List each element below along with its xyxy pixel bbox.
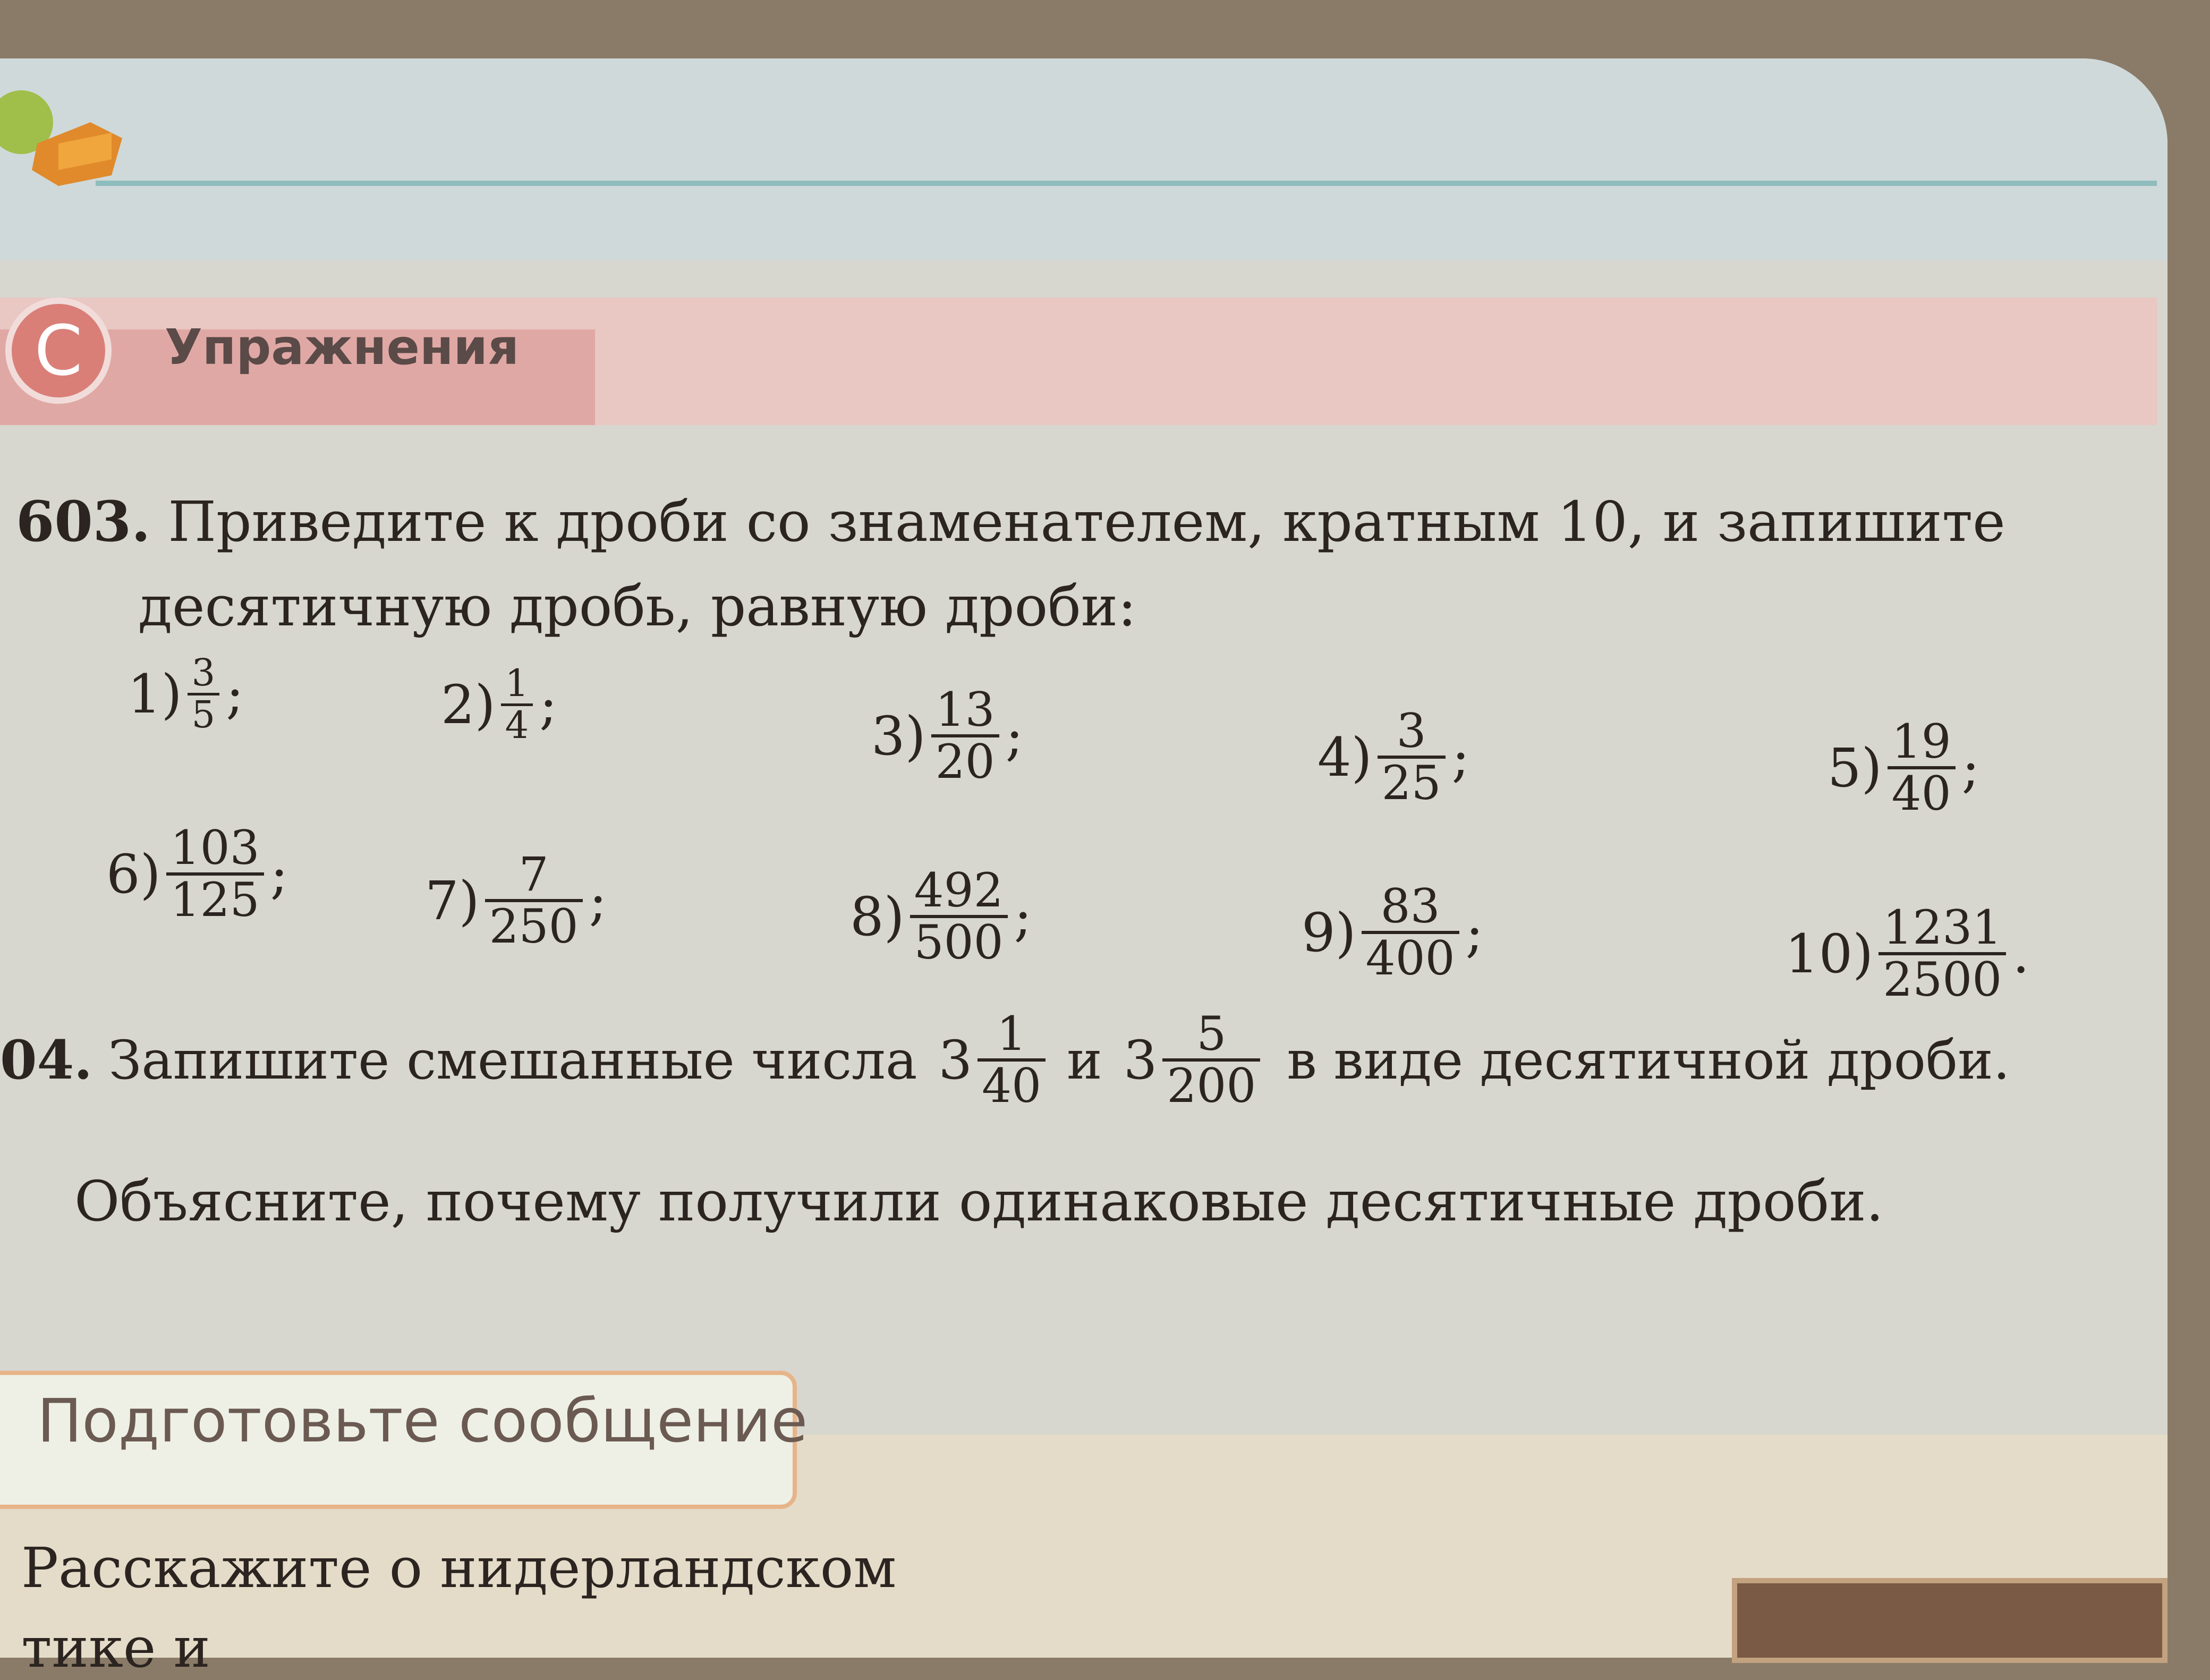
fraction-denominator: 40 [978, 1058, 1046, 1110]
fraction-denominator: 400 [1362, 931, 1459, 983]
bottom-text-line2: тике и [21, 1615, 210, 1680]
fraction-numerator: 3 [191, 651, 216, 694]
fraction-denominator: 40 [1888, 766, 1956, 818]
fraction [1162, 1006, 1260, 1114]
fraction-denominator: 4 [501, 703, 533, 745]
exercise-item [128, 651, 244, 736]
fraction-numerator: 1231 [1883, 900, 2002, 955]
item-label: 8) [850, 885, 905, 948]
fraction [910, 863, 1008, 970]
item-punctuation: . [2012, 922, 2030, 985]
fraction-denominator: 2500 [1878, 952, 2006, 1004]
item-punctuation: ; [270, 843, 288, 905]
geometric-shapes-icon [0, 80, 128, 197]
item-punctuation: ; [1005, 705, 1024, 767]
fraction-numerator: 5 [1196, 1006, 1227, 1061]
fraction-denominator: 125 [166, 872, 264, 924]
fraction [1878, 900, 2006, 1007]
item-punctuation: ; [589, 869, 607, 932]
exercise-text: Запишите смешанные числа [108, 1029, 917, 1091]
header-rule [96, 181, 2157, 186]
mixed-number-whole: 3 [1123, 1029, 1158, 1091]
exercise-item [106, 820, 288, 928]
exercise-item [1828, 714, 1980, 821]
fraction-denominator: 5 [188, 693, 220, 735]
exercise-item [850, 863, 1032, 970]
fraction [1888, 714, 1956, 821]
section-badge-icon: C [5, 298, 112, 404]
exercise-603-line2: десятичную дробь, равную дроби: [138, 574, 1137, 639]
fraction [931, 682, 999, 790]
item-punctuation: ; [1451, 726, 1470, 788]
fraction-numerator: 1 [505, 661, 529, 705]
section-title: Упражнения [165, 319, 520, 376]
item-label: 1) [128, 663, 182, 725]
fraction-denominator: 250 [485, 899, 583, 951]
item-label: 9) [1302, 901, 1356, 964]
fraction [485, 847, 583, 954]
page-header-band [0, 58, 2168, 260]
fraction-numerator: 103 [170, 820, 260, 875]
fraction [1362, 879, 1459, 986]
fraction-numerator: 1 [997, 1006, 1027, 1061]
item-label: 6) [106, 843, 161, 905]
item-punctuation: ; [539, 673, 557, 736]
item-label: 3) [871, 705, 926, 767]
item-label: 7) [425, 869, 480, 932]
item-label: 10) [1785, 922, 1874, 985]
exercise-item [425, 847, 607, 954]
fraction-denominator: 200 [1162, 1058, 1260, 1110]
fraction [188, 651, 220, 736]
item-punctuation: ; [1465, 901, 1484, 964]
fraction-denominator: 500 [910, 915, 1008, 967]
bottom-text-line1: Расскажите о нидерландском [21, 1535, 897, 1600]
fraction-numerator: 13 [935, 682, 995, 737]
item-label: 4) [1318, 726, 1372, 788]
fraction [166, 820, 264, 928]
exercise-number: 603. [16, 489, 151, 554]
fraction-numerator: 492 [914, 863, 1004, 918]
fraction-denominator: 25 [1378, 756, 1446, 808]
exercise-item [1318, 703, 1470, 811]
exercise-number: 04. [0, 1029, 92, 1092]
fraction-denominator: 20 [931, 734, 999, 786]
mixed-number-whole: 3 [938, 1029, 973, 1091]
prep-title: Подготовьте сообщение [37, 1387, 808, 1456]
exercise-item [1302, 879, 1484, 986]
item-label: 2) [441, 673, 496, 736]
exercise-603-line1 [16, 489, 2005, 554]
exercise-text: в виде десятичной дроби. [1287, 1029, 2010, 1091]
item-punctuation: ; [1961, 736, 1980, 799]
photo-thumbnail [1732, 1578, 2168, 1663]
fraction [978, 1006, 1046, 1114]
fraction [501, 661, 533, 747]
fraction-numerator: 83 [1380, 879, 1440, 934]
exercise-text: Приведите к дроби со знаменателем, кратным 10, и запишите [168, 489, 2005, 554]
item-punctuation: ; [1014, 885, 1032, 948]
exercise-604-line2: Объясните, почему получили одинаковые десятичные дроби. [74, 1169, 1884, 1234]
exercise-item [441, 661, 557, 747]
fraction-numerator: 7 [518, 847, 549, 902]
exercise-604-line1 [0, 1006, 2010, 1114]
exercise-item [871, 682, 1024, 790]
fraction-numerator: 3 [1396, 703, 1426, 758]
item-punctuation: ; [226, 663, 244, 725]
exercise-item [1785, 900, 2030, 1007]
fraction [1378, 703, 1446, 811]
item-label: 5) [1828, 736, 1882, 799]
fraction-numerator: 19 [1891, 714, 1951, 769]
conjunction: и [1067, 1029, 1102, 1091]
